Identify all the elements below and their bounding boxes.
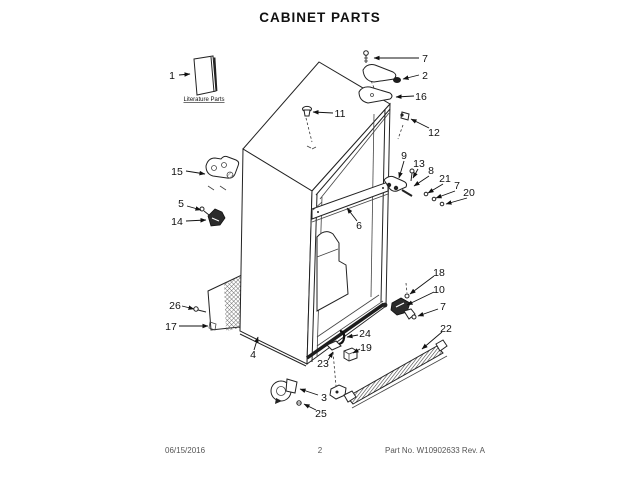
screw-part-7-bottom: [412, 315, 416, 319]
callout-7-top: 7: [422, 53, 428, 65]
callout-1: 1: [169, 70, 175, 82]
screw-part-26: [194, 307, 206, 312]
top-hinge-parts: [359, 51, 401, 103]
callout-20: 20: [463, 187, 475, 199]
footer-page-number: 2: [317, 446, 323, 455]
callout-19: 19: [360, 342, 372, 354]
roller-assembly-part-3: [271, 379, 301, 405]
callout-2: 2: [422, 70, 428, 82]
screw-part-20: [440, 202, 444, 206]
literature-booklet-part: [194, 56, 217, 95]
callout-5: 5: [178, 198, 184, 210]
center-hinge-parts: [384, 169, 444, 206]
callout-23: 23: [317, 358, 329, 370]
callout-7-mid: 7: [454, 180, 460, 192]
footer-date: 06/15/2016: [165, 446, 206, 455]
callout-15: 15: [171, 166, 183, 178]
screw-part-7-top: [364, 51, 369, 63]
screw-part-5: [200, 207, 209, 215]
screw-part-13: [410, 169, 414, 181]
hinge-pin-part-12: [398, 112, 409, 139]
callout-25: 25: [315, 408, 327, 420]
page-title: CABINET PARTS: [259, 10, 381, 25]
callout-9: 9: [401, 150, 407, 162]
screw-part-7-mid: [432, 197, 436, 201]
callout-13: 13: [413, 158, 425, 170]
callout-7-bottom: 7: [440, 301, 446, 313]
callout-26: 26: [169, 300, 181, 312]
hinge-plate-part-16: [359, 87, 392, 103]
callout-18: 18: [433, 267, 445, 279]
callout-6: 6: [356, 220, 362, 232]
cabinet-outline: [240, 62, 390, 366]
grommet-part-2: [393, 77, 401, 83]
bracket-part-14: [208, 209, 225, 226]
callout-24: 24: [359, 328, 371, 340]
literature-parts-label: Literature Parts: [183, 97, 225, 103]
callout-11: 11: [334, 108, 346, 120]
callout-12: 12: [428, 127, 440, 139]
callout-10: 10: [433, 284, 445, 296]
hinge-cover-part-2: [363, 65, 396, 82]
callout-17: 17: [165, 321, 177, 333]
screw-part-25: [297, 401, 301, 405]
washer-part-21: [424, 192, 428, 196]
bottom-hinge-parts: [391, 283, 416, 319]
footer-part-number: Part No. W10902633 Rev. A: [385, 446, 485, 455]
callout-3: 3: [321, 392, 327, 404]
clip-part-19: [344, 348, 357, 361]
callout-4: 4: [250, 349, 256, 361]
callout-8: 8: [428, 165, 434, 177]
callout-21: 21: [439, 173, 451, 185]
screw-part-18: [405, 294, 409, 298]
callout-22: 22: [440, 323, 452, 335]
top-hinge-assembly-part-15: [206, 156, 239, 190]
callout-14: 14: [171, 216, 183, 228]
callout-16: 16: [415, 91, 427, 103]
